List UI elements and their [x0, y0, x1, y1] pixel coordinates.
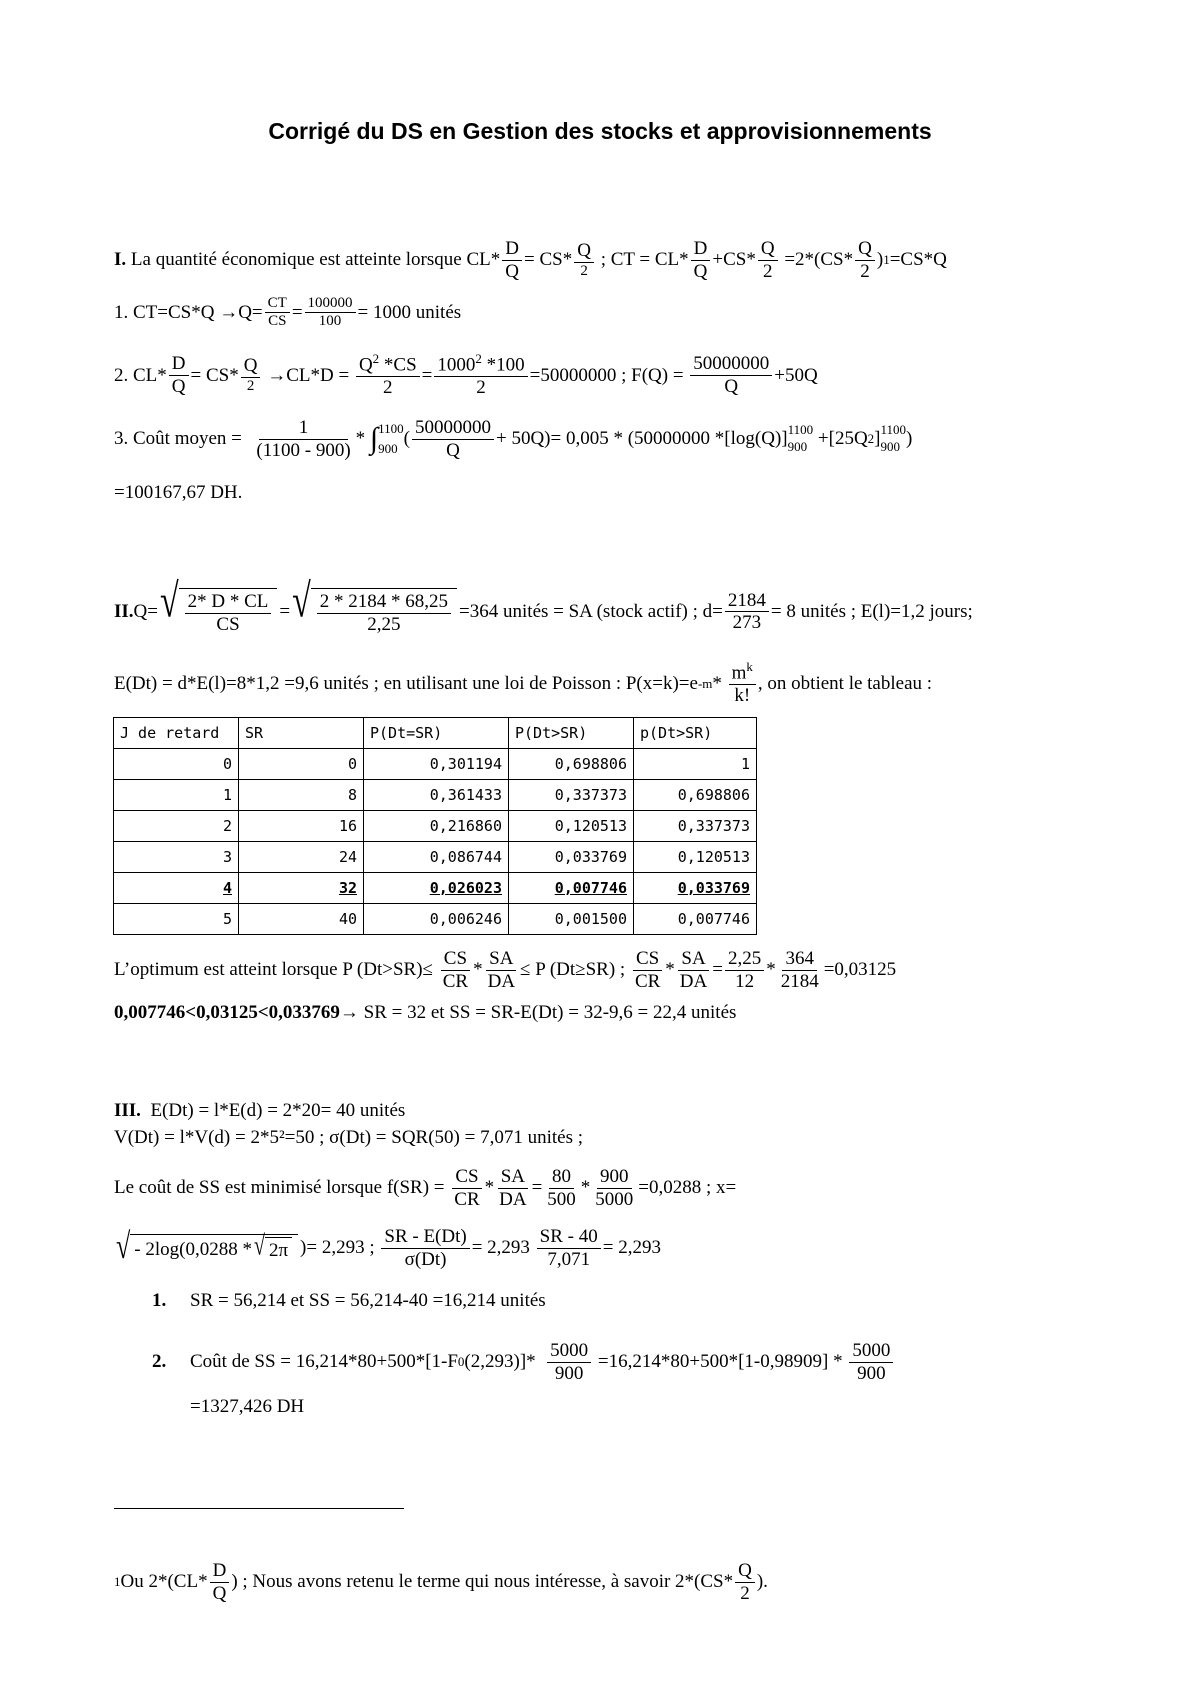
footnote-text-a: Ou 2*(CL* — [120, 1571, 208, 1593]
page-title: Corrigé du DS en Gestion des stocks et approvisionnements — [268, 118, 932, 144]
table-cell: 0,698806 — [634, 780, 757, 811]
fraction-q-over-2-c: $\frac{Q}{2}$ — [855, 238, 875, 283]
table-cell: 1 — [114, 780, 239, 811]
table-cell: 0 — [239, 749, 364, 780]
table-cell: 0,698806 — [509, 749, 634, 780]
poisson-table — [113, 717, 757, 935]
fraction-d-over-q-3: $\frac{D}{Q}$ — [169, 353, 189, 398]
item1-sr: SR = 56,214 et SS = 56,214-40 =16,214 unités — [190, 1290, 546, 1311]
fraction-5000-900: $\frac{5000}{900}$ — [547, 1340, 591, 1385]
table-cell: 0,120513 — [509, 811, 634, 842]
table-cell: 0,006246 — [364, 904, 509, 935]
close-paren: ) — [876, 249, 884, 271]
fraction-q2cs-over-2: $\frac{Q^2 *CS}{2}$ — [356, 352, 420, 399]
fraction-cs-cr: $\frac{CS}{CR}$ — [442, 948, 469, 992]
sqrt-x: √ - 2log(0,0288 * √ 2π — [116, 1234, 298, 1262]
table-cell: 0,026023 — [364, 873, 509, 904]
q-equals: Q= — [133, 600, 158, 622]
item2-end: +50Q — [774, 364, 818, 386]
table-cell: 1 — [634, 749, 757, 780]
fraction-50000000-over-q-2: $\frac{50000000}{Q}$ — [412, 417, 494, 462]
table-cell: 0,001500 — [509, 904, 634, 935]
item3-expression: + 50Q)= 0,005 * (50000000 *[log(Q)] — [496, 428, 788, 450]
footnote-text-c: ). — [756, 1571, 768, 1593]
fraction-poisson: $\frac{m^k}{k!}$ — [729, 660, 756, 707]
times-2: * — [712, 672, 722, 694]
fraction-d: $\frac{2184}{273}$ — [725, 590, 769, 635]
footnote-divider — [114, 1508, 404, 1509]
x-result: )= 2,293 ; — [300, 1237, 375, 1259]
table-cell: 40 — [239, 904, 364, 935]
implies-cld: →CL*D = — [267, 364, 350, 386]
eq-cs: = CS* — [523, 249, 573, 271]
fraction-100000-over-100: $\frac{100000}{100}$ — [305, 295, 356, 331]
section3-item2 — [152, 1340, 895, 1385]
table-cell: 24 — [239, 842, 364, 873]
eq-2cs: =2*(CS* — [784, 249, 854, 271]
d-result: = 8 unités ; E(l)=1,2 jours; — [770, 600, 973, 622]
table-header: p(Dt>SR) — [634, 718, 757, 749]
item1-text: 1. CT=CS*Q →Q= — [114, 301, 263, 323]
section2-heading: II. — [114, 600, 134, 622]
section3-line3: Le coût de SS est minimisé lorsque f(SR) = $\frac{CS}{CR}$ * $\frac{SA}{DA}$ = $\frac{80}{500}$ * $\frac{900}{5000}$ =0,0288 ; x= — [114, 1166, 737, 1210]
fraction-ct-over-cs: $\frac{CT}{CS}$ — [265, 295, 290, 331]
footnote-mark: 1 — [114, 1574, 121, 1590]
cost-ss-result: =0,0288 ; x= — [638, 1177, 737, 1199]
optimum-text: L’optimum est atteint lorsque P (Dt>SR)≤ — [114, 959, 433, 981]
table-cell: 0,007746 — [509, 873, 634, 904]
section1-intro: La quantité économique est atteinte lorsque CL* — [130, 249, 501, 271]
section3-edt: E(Dt) = l*E(d) = 2*20= 40 unités — [150, 1100, 406, 1121]
item-number: 1. — [152, 1290, 167, 1311]
integral-upper: 1100 — [378, 420, 404, 436]
section2-conclusion — [114, 1002, 736, 1024]
section1-item2 — [114, 352, 818, 399]
fraction-50000000-over-q: $\frac{50000000}{Q}$ — [690, 353, 772, 398]
ct-part: ; CT = CL* — [600, 249, 689, 271]
table-cell: 0,337373 — [509, 780, 634, 811]
conclusion-text: → SR = 32 et SS = SR-E(Dt) = 32-9,6 = 22,4 unités — [339, 1002, 737, 1023]
table-cell: 0,337373 — [634, 811, 757, 842]
section3-line4 — [114, 1226, 661, 1271]
edt-end: , on obtient le tableau : — [757, 672, 933, 694]
table-cell: 4 — [114, 873, 239, 904]
q-result: =364 unités = SA (stock actif) ; d= — [459, 600, 723, 622]
footnote — [114, 1560, 768, 1605]
fraction-1000sq-over-2: $\frac{1000^2 *100}{2}$ — [434, 352, 527, 399]
fraction-1-over-200: $\frac{1}{(1100 - 900)}$ — [256, 417, 351, 461]
conclusion-inequality: 0,007746<0,03125<0,033769 — [114, 1002, 340, 1023]
fraction-d-over-q: $\frac{D}{Q}$ — [502, 238, 522, 283]
fraction-900-5000: $\frac{900}{5000}$ — [595, 1166, 634, 1210]
fraction-q-over-2-b: $\frac{Q}{2}$ — [758, 238, 778, 283]
fraction-q-over-2-d: $\frac{Q}{2}$ — [241, 355, 261, 395]
table-header: P(Dt>SR) — [509, 718, 634, 749]
table-cell: 0,033769 — [634, 873, 757, 904]
table-row — [114, 749, 757, 780]
table-cell: 0,216860 — [364, 811, 509, 842]
table-cell: 8 — [239, 780, 364, 811]
table-cell: 0,033769 — [509, 842, 634, 873]
table-row — [114, 811, 757, 842]
fraction-sa-da-2: $\frac{SA}{DA}$ — [679, 948, 708, 992]
times: * — [355, 428, 366, 450]
section1-heading: I. — [114, 249, 127, 271]
table-cell: 3 — [114, 842, 239, 873]
table-header: J de retard — [114, 718, 239, 749]
equals-2: = — [421, 364, 433, 386]
item1-result: = 1000 unités — [357, 301, 462, 323]
item2-text: 2. CL* — [114, 364, 167, 386]
f-subscript: 0 — [457, 1354, 465, 1370]
section3-line1 — [114, 1100, 405, 1122]
section1-item1 — [114, 295, 461, 331]
fraction-sr-edt: $\frac{SR - E(Dt)}{\sigma(Dt)}$ — [381, 1226, 469, 1271]
eq-end: =CS*Q — [889, 249, 947, 271]
section3-result: =1327,426 DH — [190, 1396, 305, 1417]
table-cell: 0,301194 — [364, 749, 509, 780]
table-row — [114, 842, 757, 873]
eq-2293-b: = 2,293 — [602, 1237, 661, 1259]
section3-line2: V(Dt) = l*V(d) = 2*5²=50 ; σ(Dt) = SQR(50) = 7,071 unités ; — [114, 1127, 584, 1148]
footnote-text-b: ) ; Nous avons retenu le terme qui nous intéresse, à savoir 2*(CS* — [231, 1571, 734, 1593]
cost-ss-formula-b: (2,293)]* — [464, 1351, 536, 1373]
table-cell: 32 — [239, 873, 364, 904]
equals: = — [291, 301, 303, 323]
cost-ss-text: Le coût de SS est minimisé lorsque f(SR) = — [114, 1177, 445, 1199]
item3-25q: +[25Q — [817, 428, 868, 450]
fraction-sa-da-3: $\frac{SA}{DA}$ — [499, 1166, 527, 1210]
exp-2: 2 — [867, 431, 875, 447]
fraction-cs-cr-3: $\frac{CS}{CR}$ — [454, 1166, 480, 1210]
fraction-225-12: $\frac{2,25}{12}$ — [725, 948, 764, 993]
fraction-q-over-2: $\frac{Q}{2}$ — [574, 240, 594, 280]
fraction-sa-da: $\frac{SA}{DA}$ — [487, 948, 516, 992]
optimum-condition: ≤ P (Dt≥SR) ; — [520, 959, 626, 981]
cost-ss-formula: Coût de SS = 16,214*80+500*[1-F — [190, 1351, 458, 1373]
equals-3: = — [279, 600, 291, 622]
fraction-cs-cr-2: $\frac{CS}{CR}$ — [634, 948, 661, 992]
table-cell: 0,120513 — [634, 842, 757, 873]
close-paren-2: ) — [906, 428, 913, 450]
section2-edt — [114, 660, 932, 707]
fraction-q-2-fn: $\frac{Q}{2}$ — [735, 1560, 755, 1605]
fraction-d-q-fn: $\frac{D}{Q}$ — [210, 1560, 230, 1605]
edt-text: E(Dt) = d*E(l)=8*1,2 =9,6 unités ; en utilisant une loi de Poisson : P(x=k)=e — [114, 672, 698, 694]
table-cell: 5 — [114, 904, 239, 935]
plus-cs: +CS* — [712, 249, 756, 271]
table-row — [114, 904, 757, 935]
item-number-2: 2. — [152, 1351, 167, 1373]
cost-ss-numeric: =16,214*80+500*[1-0,98909] * — [597, 1351, 843, 1373]
table-cell: 0,007746 — [634, 904, 757, 935]
table-header: SR — [239, 718, 364, 749]
section3-heading: III. — [114, 1100, 141, 1121]
fraction-5000-900-b: $\frac{5000}{900}$ — [849, 1340, 893, 1385]
section1-result: =100167,67 DH. — [114, 482, 243, 503]
exp-minus-m: -m — [697, 675, 713, 691]
fraction-364-2184: $\frac{364}{2184}$ — [780, 948, 819, 992]
fraction-80-500: $\frac{80}{500}$ — [547, 1166, 576, 1210]
section2-optimum: L’optimum est atteint lorsque P (Dt>SR)≤ $\frac{CS}{CR}$ * $\frac{SA}{DA}$ ≤ P (Dt≥SR) ; $\frac{CS}{CR}$ * $\frac{SA}{DA}$ = $\frac{2,25}{12}$ * $\frac{364}{2184}$ =0,03125 — [114, 948, 897, 992]
item2-f-of-q: =50000000 ; F(Q) = — [529, 364, 684, 386]
item3-text: 3. Coût moyen = — [114, 428, 242, 450]
bounds-25q: 1100 900 — [880, 422, 907, 455]
table-row — [114, 780, 757, 811]
open-paren: ( — [403, 428, 410, 450]
table-cell: 0 — [114, 749, 239, 780]
close-bracket: ] — [874, 428, 881, 450]
table-cell: 2 — [114, 811, 239, 842]
eq-2293: = 2,293 — [471, 1237, 530, 1259]
table-row-highlighted — [114, 873, 757, 904]
sqrt-numeric: √ $\frac{2 * 2184 * 68,25}{2,25}$ — [292, 588, 457, 636]
section1-item3 — [114, 417, 912, 462]
sqrt-formula: √ $\frac{2* D * CL}{CS}$ — [160, 588, 277, 636]
table-header-row — [114, 718, 757, 749]
fraction-d-over-q-2: $\frac{D}{Q}$ — [691, 238, 711, 283]
integral-sign: ∫ 1100 900 — [370, 419, 404, 461]
section2-eoq — [114, 575, 973, 636]
table-header: P(Dt=SR) — [364, 718, 509, 749]
section1-statement — [114, 238, 947, 283]
table-cell: 0,361433 — [364, 780, 509, 811]
bounds-log: 1100 900 — [787, 422, 814, 455]
table-cell: 0,086744 — [364, 842, 509, 873]
optimum-result: =0,03125 — [823, 959, 897, 981]
fraction-sr-40: $\frac{SR - 40}{7,071}$ — [537, 1226, 601, 1271]
section3-item1 — [152, 1290, 546, 1312]
footnote-ref[interactable]: 1 — [883, 252, 890, 268]
eq-cs-2: = CS* — [190, 364, 239, 386]
integral-lower: 900 — [378, 441, 398, 457]
table-cell: 16 — [239, 811, 364, 842]
